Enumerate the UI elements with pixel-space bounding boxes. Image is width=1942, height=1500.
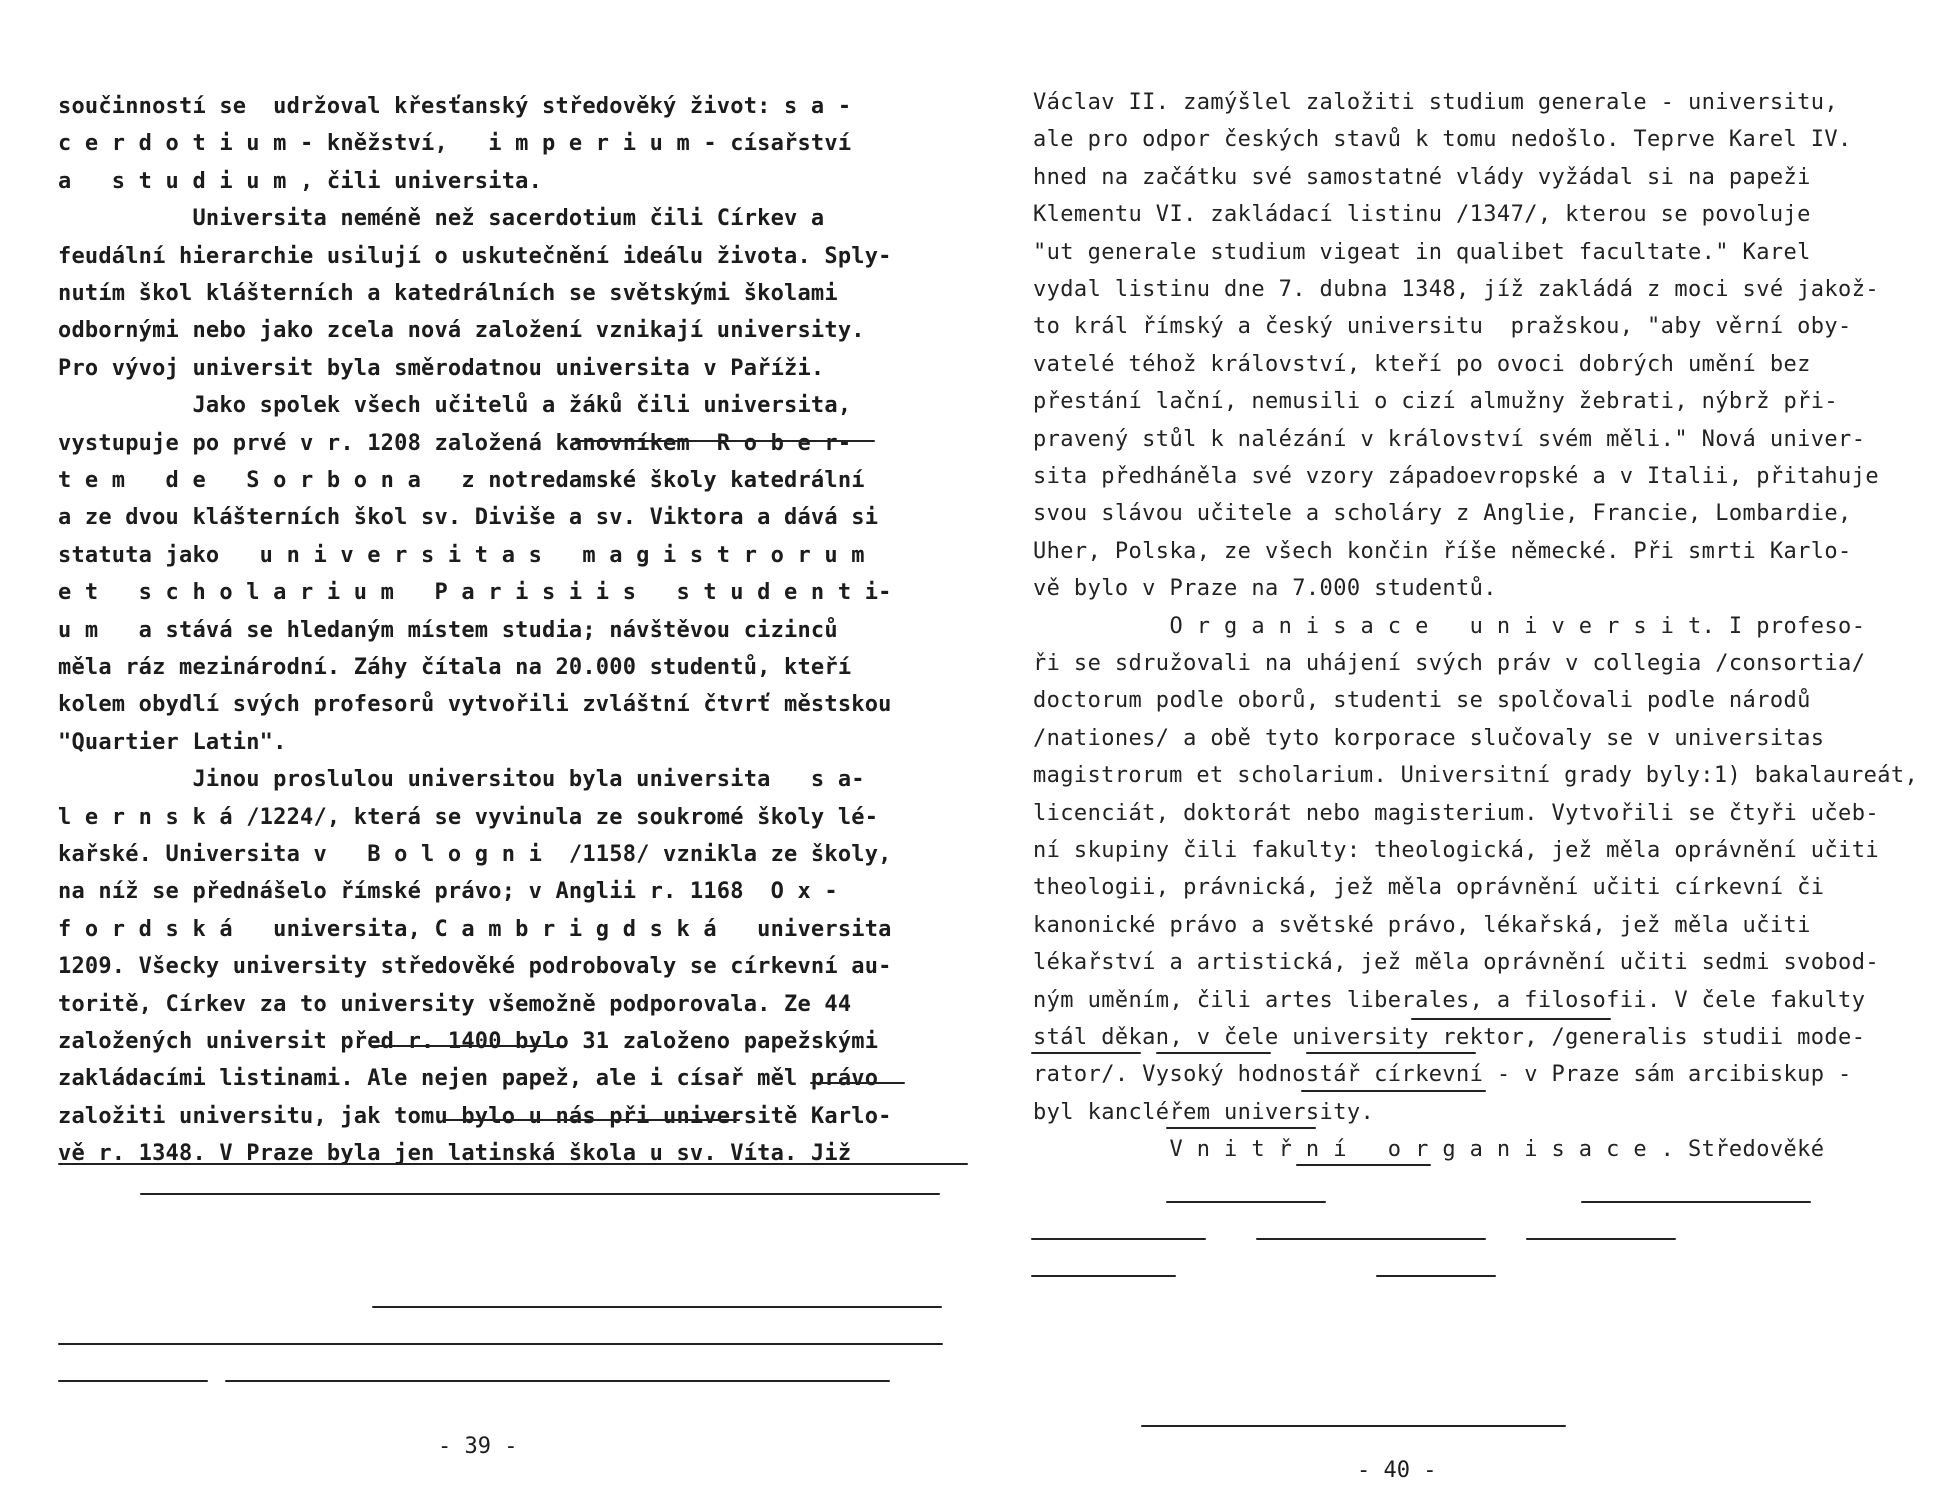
text-line: doctorum podle oborů, studenti se spolčovali podle národů xyxy=(1033,688,1811,714)
pen-underline xyxy=(575,440,875,442)
text-line: V n i t ř n í o r g a n i s a c e . Středověké xyxy=(1033,1137,1825,1163)
text-line: Jinou proslulou universitou byla universita s a- xyxy=(58,767,865,793)
pen-underline xyxy=(1411,1018,1611,1020)
text-line: Universita neméně než sacerdotium čili Církev a xyxy=(58,206,825,232)
text-line: f o r d s k á universita, C a m b r i g d s k á universita xyxy=(58,916,892,942)
pen-underline xyxy=(1296,1164,1431,1166)
pen-underline xyxy=(58,1343,943,1345)
pen-underline xyxy=(1581,1201,1811,1203)
text-line: toritě, Církev za to university všemožně podporovala. Ze 44 xyxy=(58,991,852,1017)
text-line: Pro vývoj universit byla směrodatnou universita v Paříži. xyxy=(58,355,825,381)
pen-underline xyxy=(58,1380,208,1382)
text-line: licenciát, doktorát nebo magisterium. Vytvořili se čtyři učeb- xyxy=(1033,800,1879,826)
text-line: to král římský a český universitu pražskou, "aby věrní oby- xyxy=(1033,314,1852,340)
pen-underline xyxy=(1376,1275,1496,1277)
text-line: pravený stůl k nalézání v království svém měli." Nová univer- xyxy=(1033,426,1866,452)
pen-underline xyxy=(1526,1238,1676,1240)
text-line: odbornými nebo jako zcela nová založení vznikají university. xyxy=(58,318,865,344)
page-number: - 40 - xyxy=(1357,1458,1437,1483)
text-line: sita předháněla své vzory západoevropské a v Italii, přitahuje xyxy=(1033,464,1879,489)
text-line: ale pro odpor českých stavů k tomu nedošlo. Teprve Karel IV. xyxy=(1033,127,1852,153)
pen-underline xyxy=(810,1082,905,1084)
pen-underline xyxy=(1156,1052,1271,1054)
pen-underline xyxy=(1031,1275,1176,1277)
text-line: vě bylo v Praze na 7.000 studentů. xyxy=(1033,576,1497,602)
text-line: součinností se udržoval křesťanský středověký život: s a - xyxy=(58,94,852,119)
pen-underline xyxy=(58,1163,968,1165)
pen-underline xyxy=(1166,1127,1316,1129)
pen-underline xyxy=(225,1380,890,1382)
text-line: byl kancléřem university. xyxy=(1033,1099,1375,1125)
text-line: vatelé téhož království, kteří po ovoci dobrých umění bez xyxy=(1033,351,1811,377)
text-line: ři se sdružovali na uhájení svých práv v collegia /consortia/ xyxy=(1033,651,1866,676)
text-line: Klementu VI. zakládací listinu /1347/, kterou se povoluje xyxy=(1033,202,1811,228)
text-line: /nationes/ a obě tyto korporace slučovaly se v universitas xyxy=(1033,725,1825,751)
pen-underline xyxy=(1306,1052,1476,1054)
text-line: ným uměním, čili artes liberales, a filosofii. V čele fakulty xyxy=(1033,987,1866,1013)
text-line: Uher, Polska, ze všech končin říše německé. Při smrti Karlo- xyxy=(1033,538,1852,564)
pen-underline xyxy=(1031,1052,1141,1054)
text-line: stál děkan, v čele university rektor, /generalis studii mode- xyxy=(1033,1025,1866,1050)
text-line: kařské. Universita v B o l o g n i /1158/ vznikla ze školy, xyxy=(58,842,892,867)
text-line: kolem obydlí svých profesorů vytvořili zvláštní čtvrť městskou xyxy=(58,692,892,718)
text-line: založiti universitu, jak tomu bylo u nás při universitě Karlo- xyxy=(58,1103,892,1129)
page-number: - 39 - xyxy=(438,1434,518,1459)
pen-underline xyxy=(1031,1238,1206,1240)
text-line: nutím škol klášterních a katedrálních se světskými školami xyxy=(58,281,838,306)
text-line: e t s c h o l a r i u m P a r i s i i s s t u d e n t i- xyxy=(58,580,892,606)
text-line: vystupuje po prvé v r. 1208 založená kanovníkem R o b e r- xyxy=(58,430,852,456)
text-line: vydal listinu dne 7. dubna 1348, jíž zakládá z moci své jakož- xyxy=(1033,277,1879,302)
text-line: zakládacími listinami. Ale nejen papež, ale i císař měl právo xyxy=(58,1066,879,1092)
text-line: theologii, právnická, jež měla oprávnění učiti církevní či xyxy=(1033,875,1825,901)
pen-underline xyxy=(140,1193,940,1195)
text-line: kanonické právo a světské právo, lékařská, jež měla učiti xyxy=(1033,912,1811,938)
pen-underline xyxy=(1301,1090,1486,1092)
text-line: na níž se přednášelo římské právo; v Anglii r. 1168 O x - xyxy=(58,879,838,905)
text-line: "Quartier Latin". xyxy=(58,729,287,755)
pen-underline xyxy=(1256,1238,1486,1240)
text-line: Václav II. zamýšlel založiti studium generale - universitu, xyxy=(1033,90,1839,115)
text-line: l e r n s k á /1224/, která se vyvinula ze soukromé školy lé- xyxy=(58,804,879,830)
text-line: rator/. Vysoký hodnostář církevní - v Praze sám arcibiskup - xyxy=(1033,1062,1852,1088)
text-line: O r g a n i s a c e u n i v e r s i t. I profeso- xyxy=(1033,613,1866,639)
text-line: přestání lační, nemusili o cizí almužny žebrati, nýbrž při- xyxy=(1033,389,1839,415)
text-line: statuta jako u n i v e r s i t a s m a g i s t r o r u m xyxy=(58,542,865,568)
text-line: hned na začátku své samostatné vlády vyžádal si na papeži xyxy=(1033,164,1811,190)
text-line: c e r d o t i u m - kněžství, i m p e r i u m - císařství xyxy=(58,131,852,157)
pen-underline xyxy=(370,1045,565,1047)
text-line: u m a stává se hledaným místem studia; návštěvou cizinců xyxy=(58,617,838,643)
pen-underline xyxy=(1166,1201,1326,1203)
text-line: Jako spolek všech učitelů a žáků čili universita, xyxy=(58,393,852,419)
text-line: ní skupiny čili fakulty: theologická, jež měla oprávnění učiti xyxy=(1033,838,1879,863)
text-line: a s t u d i u m , čili universita. xyxy=(58,168,543,194)
text-line: vě r. 1348. V Praze byla jen latinská škola u sv. Víta. Již xyxy=(58,1141,852,1167)
text-line: měla ráz mezinárodní. Záhy čítala na 20.000 studentů, kteří xyxy=(58,655,852,680)
text-line: feudální hierarchie usilují o uskutečnění ideálu života. Sply- xyxy=(58,243,892,269)
text-line: magistrorum et scholarium. Universitní grady byly:1) bakalaureát, xyxy=(1033,763,1919,789)
text-line: "ut generale studium vigeat in qualibet facultate." Karel xyxy=(1033,239,1811,265)
text-line: a ze dvou klášterních škol sv. Diviše a sv. Viktora a dává si xyxy=(58,505,879,531)
page-right xyxy=(971,0,1942,1500)
text-line: svou slávou učitele a scholáry z Anglie, Francie, Lombardie, xyxy=(1033,501,1852,527)
pen-underline xyxy=(372,1306,942,1308)
pen-underline xyxy=(445,1119,740,1121)
text-line: t e m d e S o r b o n a z notredamské školy katedrální xyxy=(58,468,865,493)
text-line: 1209. Všecky university středověké podrobovaly se církevní au- xyxy=(58,954,892,980)
pen-underline xyxy=(1141,1425,1566,1427)
text-line: založených universit před r. 1400 bylo 31 založeno papežskými xyxy=(58,1029,879,1054)
text-line: lékařství a artistická, jež měla oprávnění učiti sedmi svobod- xyxy=(1033,950,1879,976)
